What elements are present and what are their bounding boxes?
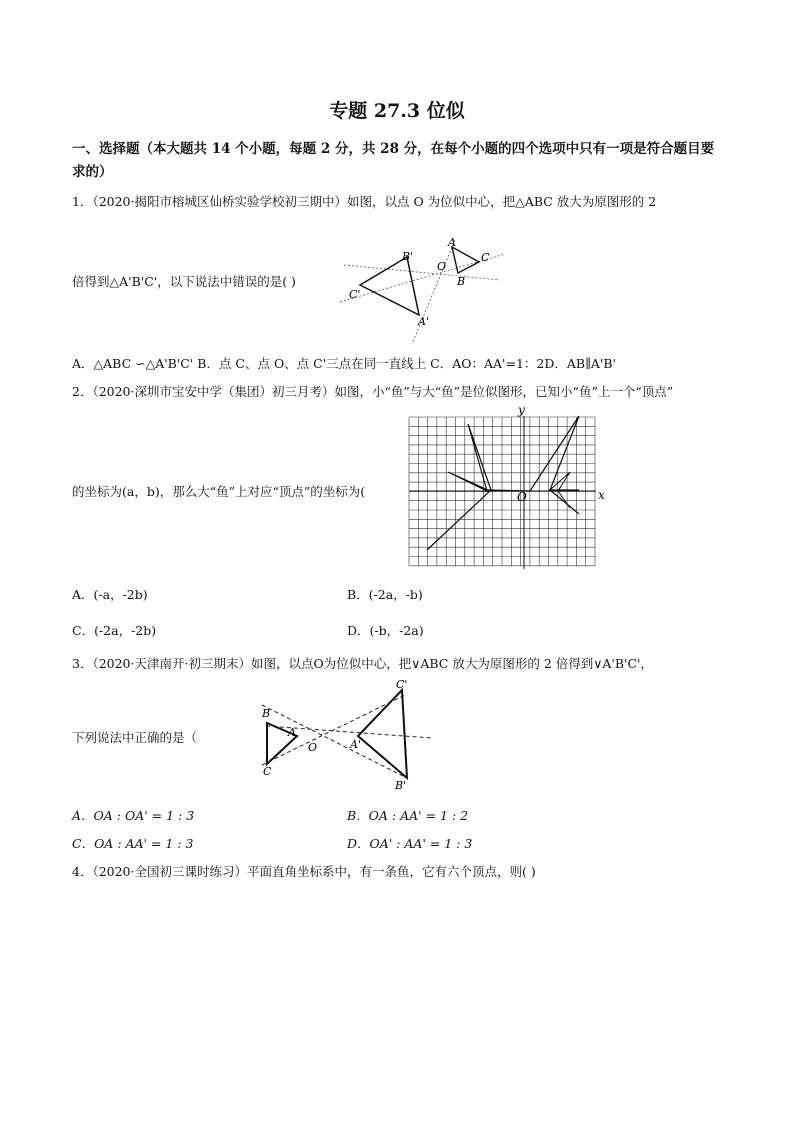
- q3-label-C1: C': [396, 678, 408, 691]
- q1-label-A1: A': [418, 315, 429, 328]
- q3-figure: [252, 678, 437, 790]
- q1-label-C: C: [481, 251, 490, 264]
- q3-label-A1: A': [350, 738, 361, 751]
- q1-large-triangle: [360, 257, 419, 315]
- q1-small-triangle: [452, 247, 479, 273]
- q3-option-a: A．OA : OA' = 1 : 3: [72, 808, 195, 823]
- q4-stem-line1: 4．（2020·全国初三课时练习）平面直角坐标系中，有一条鱼，它有六个顶点，则( ): [72, 864, 536, 879]
- q2-option-b: B．(-2a，-b): [347, 587, 423, 602]
- q3-option-b: B．OA : AA' = 1 : 2: [347, 808, 469, 823]
- q1-stem-line1: 1．（2020·揭阳市榕城区仙桥实验学校初三期中）如图，以点 O 为位似中心，把△ABC 放大为原图形的 2: [72, 194, 657, 209]
- q1-figure: [340, 232, 510, 347]
- q3-stem-line1: 3．（2020·天津南开·初三期末）如图，以点O为位似中心，把∨ABC 放大为原图形的 2 倍得到∨A'B'C'，: [72, 656, 653, 671]
- q3-line-bb: [262, 705, 407, 778]
- q2-label-x: x: [598, 488, 605, 502]
- page-title: 专题 27.3 位似: [329, 100, 465, 122]
- q3-label-O: O: [308, 741, 318, 754]
- q1-label-B: B: [457, 275, 466, 288]
- q2-large-fish: [427, 416, 579, 550]
- q1-options: A．△ABC ∽△A'B'C' B．点 C、点 O、点 C'三点在同一直线上 C．AO：AA'=1：2D．AB∥A'B': [72, 356, 616, 371]
- q2-label-y: y: [518, 403, 525, 417]
- q1-stem-line2: 倍得到△A'B'C'，以下说法中错误的是( ): [72, 274, 296, 289]
- q1-label-O: O: [437, 260, 447, 273]
- q3-option-c: C．OA : AA' = 1 : 3: [72, 836, 194, 851]
- q3-large-triangle: [358, 690, 407, 778]
- q2-stem-line2: 的坐标为(a，b)，那么大“鱼”上对应“顶点”的坐标为(: [72, 484, 366, 499]
- q2-figure: [408, 402, 608, 574]
- q3-option-d: D．OA' : AA' = 1 : 3: [347, 836, 473, 851]
- section-heading-line2: 求的）: [72, 164, 113, 180]
- q3-label-B: B: [262, 707, 271, 720]
- q1-line-aa: [412, 240, 455, 344]
- q2-stem-line1: 2．（2020·深圳市宝安中学（集团）初三月考）如图，小“鱼”与大“鱼”是位似图形，已知小“鱼”上一个“顶点”: [72, 384, 674, 399]
- q2-option-a: A．(-a，-2b): [72, 587, 148, 602]
- q3-stem-line2: 下列说法中正确的是（: [72, 730, 198, 745]
- q3-label-B1: B': [395, 779, 407, 792]
- q1-label-A: A: [448, 236, 456, 249]
- q1-label-B1: B': [402, 250, 414, 263]
- q2-option-c: C．(-2a，-2b): [72, 623, 157, 638]
- q3-label-C: C: [263, 765, 272, 778]
- q1-label-C1: C': [349, 288, 361, 301]
- q3-label-A: A: [288, 726, 296, 739]
- q2-label-O: O: [517, 490, 527, 504]
- q2-option-d: D．(-b，-2a): [347, 623, 424, 638]
- section-heading-line1: 一、选择题（本大题共 14 个小题，每题 2 分，共 28 分，在每个小题的四个选项中只有一项是符合题目要: [72, 141, 715, 157]
